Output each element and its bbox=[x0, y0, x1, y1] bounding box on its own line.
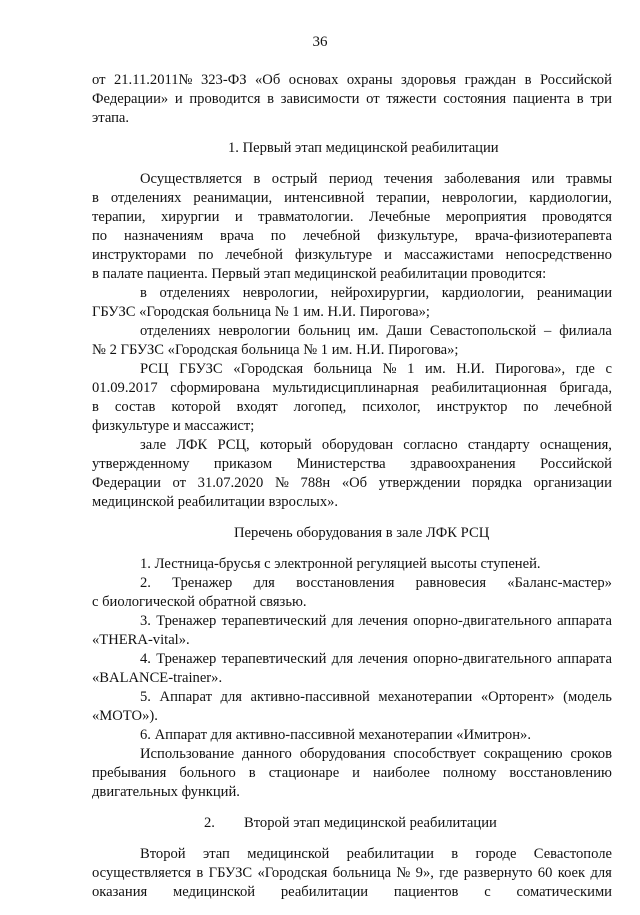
text-line: в отделениях неврологии, нейрохирургии, кардиологии, реанимации bbox=[140, 285, 612, 301]
list-item: 4. Тренажер терапевтический для лечения опорно-двигательного аппарата bbox=[140, 651, 612, 667]
list-heading: Перечень оборудования в зале ЛФК РСЦ bbox=[234, 525, 490, 541]
text-line: Федерации от 31.07.2020 № 788н «Об утверждении порядка организации bbox=[92, 475, 612, 491]
text-line: медицинской реабилитации взрослых». bbox=[92, 494, 339, 510]
list-item-continued: с биологической обратной связью. bbox=[92, 594, 307, 610]
text-line: физкультуре и массажист; bbox=[92, 418, 255, 434]
list-item: 5. Аппарат для активно-пассивной механотерапии «Орторент» (модель bbox=[140, 689, 612, 705]
text-line: РСЦ ГБУЗС «Городская больница № 1 им. Н.И. Пирогова», где с bbox=[140, 361, 612, 377]
text-line: в отделениях реанимации, интенсивной терапии, неврологии, кардиологии, bbox=[92, 190, 612, 206]
list-item: 1. Лестница-брусья с электронной регуляцией высоты ступеней. bbox=[140, 556, 541, 572]
text-line: Осуществляется в острый период течения заболевания или травмы bbox=[140, 171, 612, 187]
text-line: № 2 ГБУЗС «Городская больница № 1 им. Н.И. Пирогова»; bbox=[92, 342, 459, 358]
text-line: по назначениям врача по лечебной физкультуре, врача-физиотерапевта bbox=[92, 228, 612, 244]
text-line: Второй этап медицинской реабилитации в городе Севастополе bbox=[140, 846, 612, 862]
text-line: этапа. bbox=[92, 110, 130, 126]
text-line: зале ЛФК РСЦ, который оборудован согласно стандарту оснащения, bbox=[140, 437, 612, 453]
list-item-continued: «МОТО»). bbox=[92, 708, 158, 724]
text-line: от 21.11.2011№ 323-ФЗ «Об основах охраны здоровья граждан в Российской bbox=[92, 72, 612, 88]
text-line: в состав которой входят логопед, психолог, инструктор по лечебной bbox=[92, 399, 612, 415]
list-item: 2. Тренажер для восстановления равновесия «Баланс-мастер» bbox=[140, 575, 612, 591]
page-number: 36 bbox=[312, 34, 328, 50]
list-item-continued: «THERA-vital». bbox=[92, 632, 190, 648]
text-line: осуществляется в ГБУЗС «Городская больница № 9», где развернуто 60 коек для bbox=[92, 865, 612, 881]
text-line: отделениях неврологии больниц им. Даши Севастопольской – филиала bbox=[140, 323, 612, 339]
text-line: Федерации» и проводится в зависимости от тяжести состояния пациента в три bbox=[92, 91, 612, 107]
list-item: 3. Тренажер терапевтический для лечения опорно-двигательного аппарата bbox=[140, 613, 612, 629]
text-line: двигательных функций. bbox=[92, 784, 240, 800]
text-line: пребывания больного в стационаре и наиболее полному восстановлению bbox=[92, 765, 612, 781]
text-line: 01.09.2017 сформирована мультидисциплинарная реабилитационная бригада, bbox=[92, 380, 612, 396]
text-line: оказания медицинской реабилитации пациентов с соматическими bbox=[92, 884, 612, 900]
section-heading: 1. Первый этап медицинской реабилитации bbox=[228, 140, 499, 156]
list-item-continued: «BALANCE-trainer». bbox=[92, 670, 223, 686]
section-heading: Второй этап медицинской реабилитации bbox=[244, 815, 497, 831]
text-line: в палате пациента. Первый этап медицинской реабилитации проводится: bbox=[92, 266, 547, 282]
list-item: 6. Аппарат для активно-пассивной механотерапии «Имитрон». bbox=[140, 727, 531, 743]
text-line: терапии, хирургии и травматологии. Лечебные мероприятия проводятся bbox=[92, 209, 612, 225]
text-line: ГБУЗС «Городская больница № 1 им. Н.И. Пирогова»; bbox=[92, 304, 430, 320]
text-line: утвержденному приказом Министерства здравоохранения Российской bbox=[92, 456, 612, 472]
text-line: инструкторами по лечебной физкультуре и массажистами непосредственно bbox=[92, 247, 612, 263]
section-heading-number: 2. bbox=[204, 815, 215, 831]
text-line: Использование данного оборудования способствует сокращению сроков bbox=[140, 746, 612, 762]
